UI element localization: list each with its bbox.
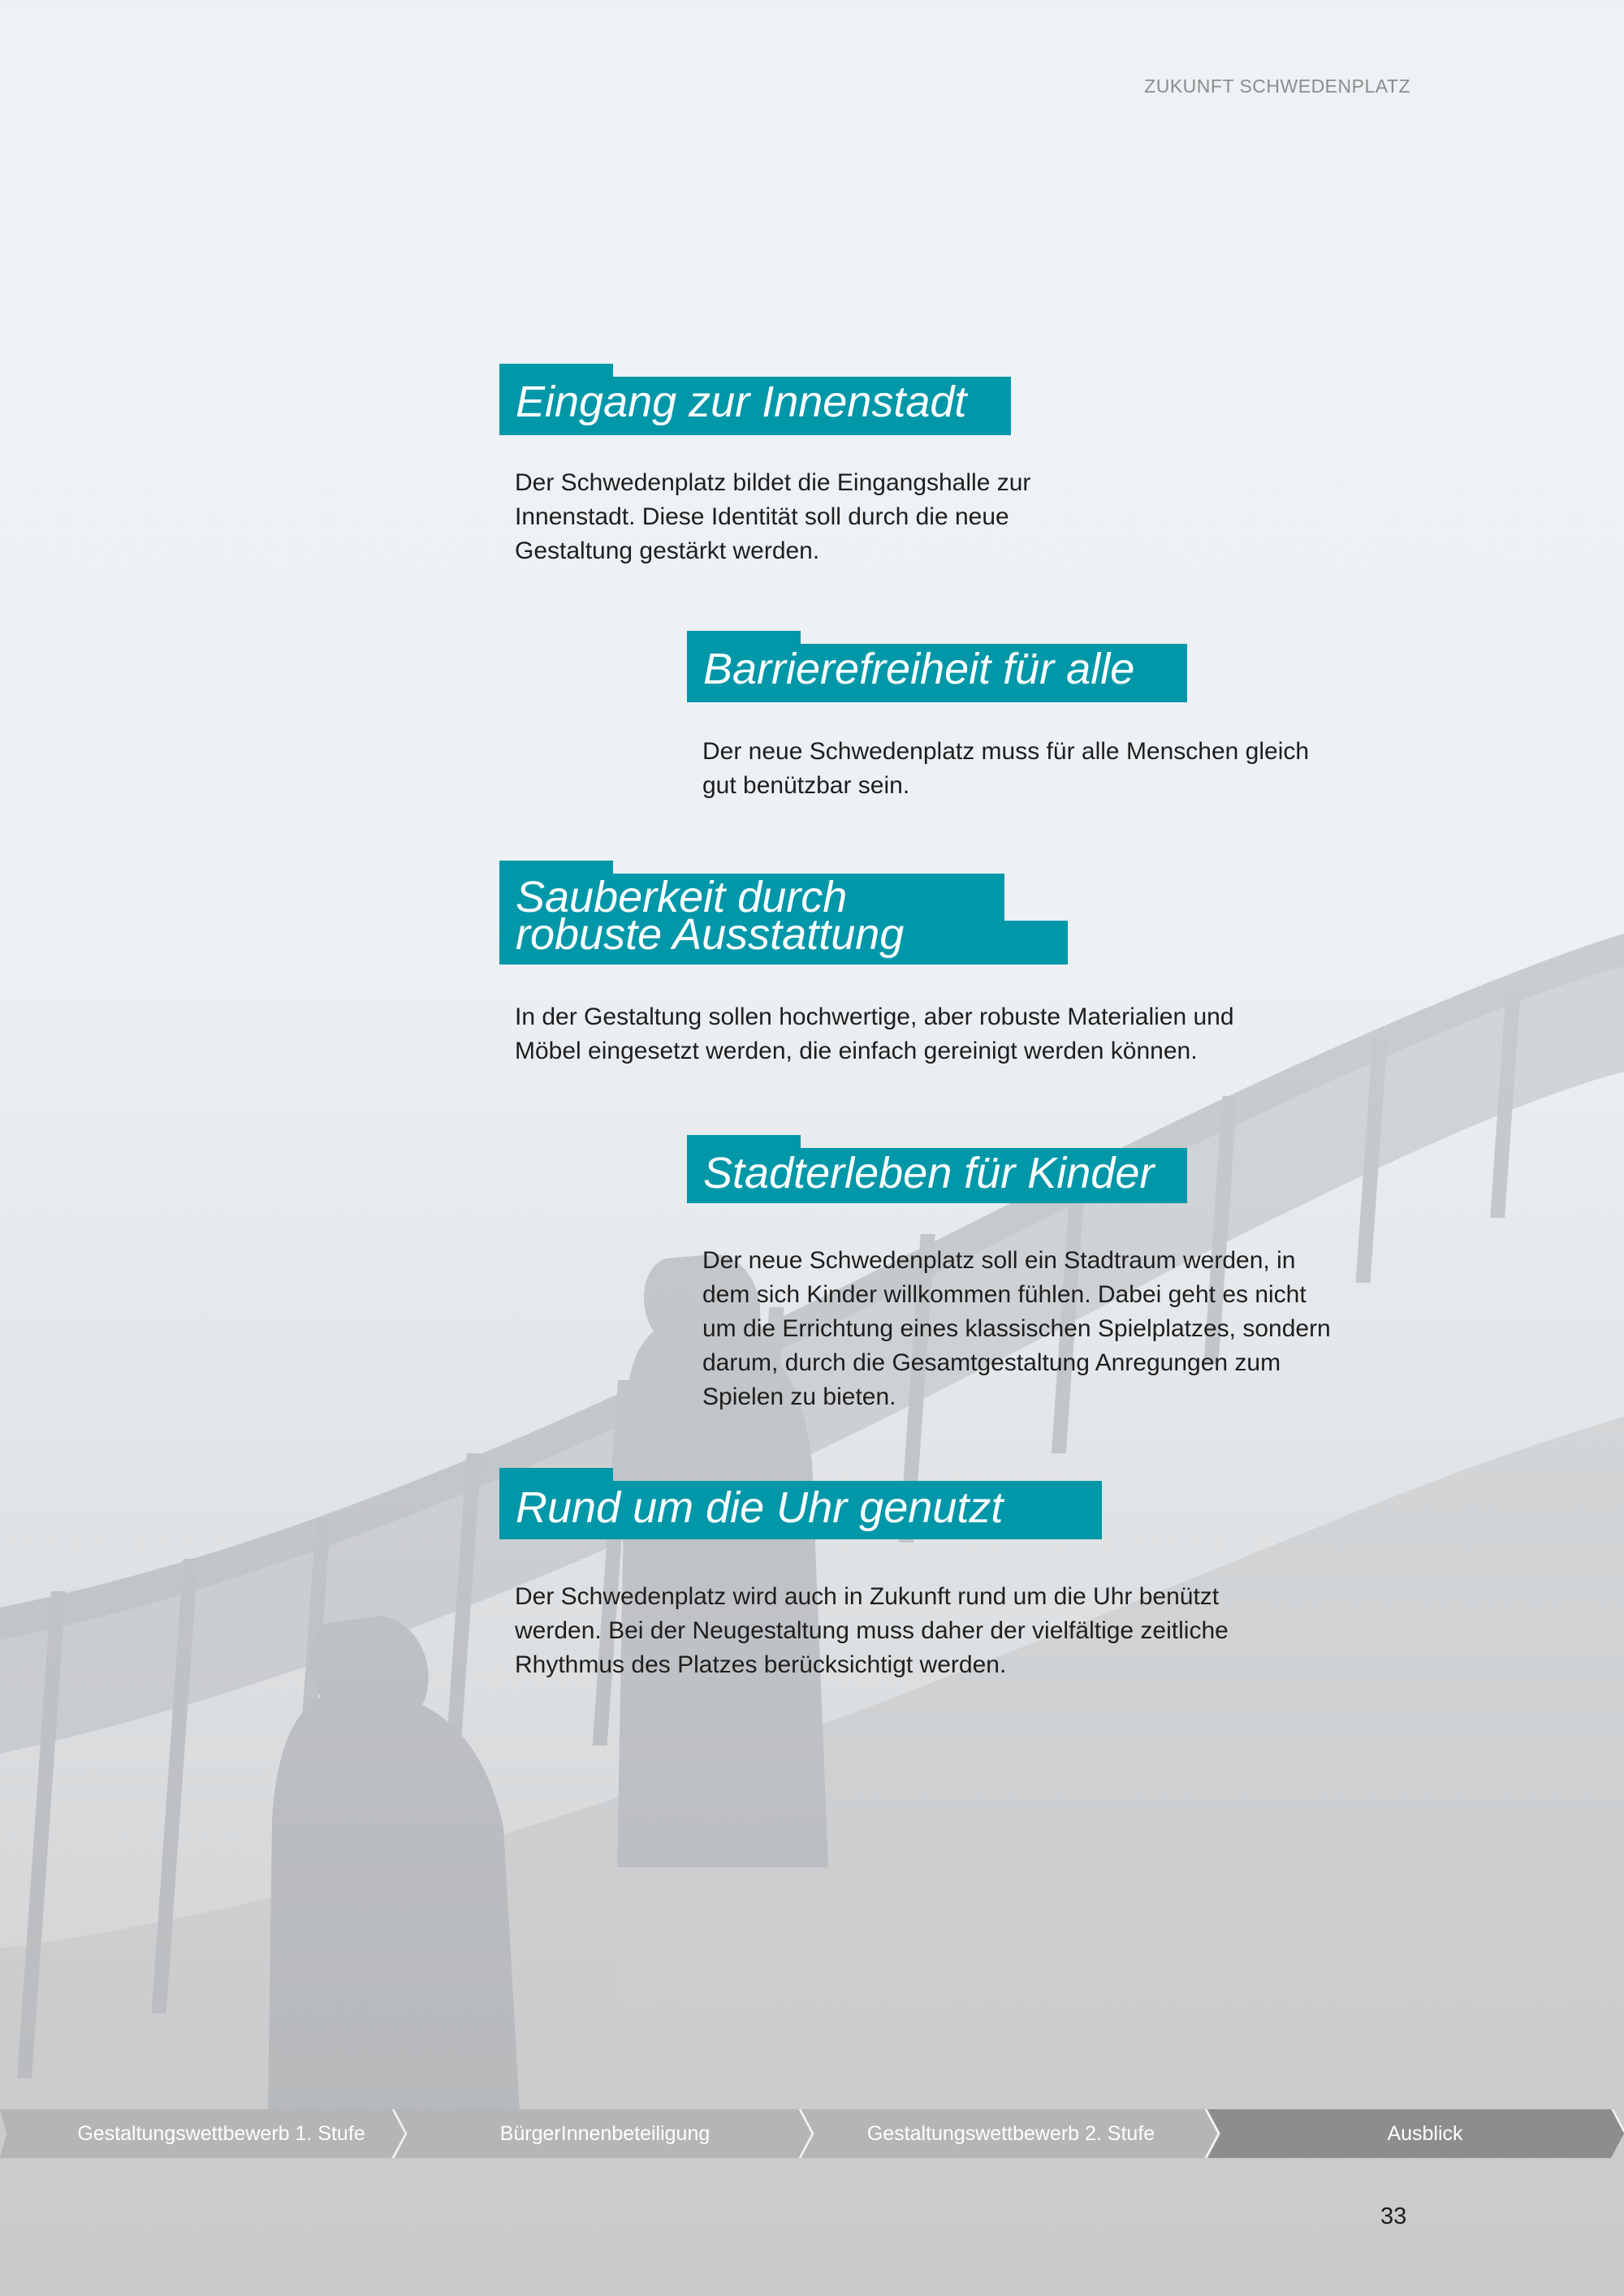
section-kinder — [687, 1135, 1337, 1410]
section-sauberkeit — [499, 861, 1311, 1064]
section-title: Rund um die Uhr genutzt — [516, 1483, 1004, 1532]
section-title: Stadterleben für Kinder — [703, 1149, 1155, 1198]
section-title-line: Sauberkeit durch — [516, 873, 848, 921]
section-body: In der Gestaltung sollen hochwertige, aber robuste Materialien und Möbel eingesetzt werden, die einfach gereinigt werden können. — [515, 1003, 1234, 1064]
section-barrierefreiheit — [687, 631, 1337, 799]
nav-step-3[interactable]: Gestaltungswettbewerb 2. Stufe — [866, 2122, 1155, 2145]
section-heading-block — [687, 631, 1337, 702]
running-head: ZUKUNFT SCHWEDENPLATZ — [1144, 76, 1410, 97]
section-body: Der Schwedenplatz bildet die Eingangshalle zur Innenstadt. Diese Identität soll durch die neue Gestaltung gestärkt werden. — [515, 469, 1031, 564]
section-body: Der neue Schwedenplatz muss für alle Menschen gleich gut benützbar sein. — [702, 738, 1310, 799]
section-title-line: robuste Ausstattung — [516, 910, 905, 959]
process-step-bar — [0, 2109, 1624, 2158]
nav-step-2[interactable]: BürgerInnenbeteiligung — [499, 2122, 710, 2145]
section-rund-um-die-uhr — [499, 1468, 1311, 1678]
section-title — [499, 861, 1311, 959]
section-heading-block — [687, 1135, 1337, 1205]
section-heading-block — [499, 861, 1311, 966]
section-heading-block — [499, 364, 1068, 435]
section-body: Der neue Schwedenplatz soll ein Stadtraum werden, in dem sich Kinder willkommen fühlen. Dabei geht es nicht um die Errichtung eines klassischen Spielplatzes, sondern darum, durch die Gesamtgestaltung Anregungen zum Spielen zu bieten. — [702, 1247, 1331, 1410]
nav-step-4-active[interactable]: Ausblick — [1387, 2122, 1463, 2145]
nav-step-1[interactable]: Gestaltungswettbewerb 1. Stufe — [77, 2122, 365, 2145]
section-body: Der Schwedenplatz wird auch in Zukunft rund um die Uhr benützt werden. Bei der Neugestaltung muss daher der vielfältige zeitliche Rhythmus des Platzes berücksichtigt werden. — [515, 1583, 1229, 1678]
section-eingang — [499, 364, 1068, 564]
page-number: 33 — [1380, 2203, 1407, 2229]
section-title: Barrierefreiheit für alle — [703, 645, 1135, 693]
section-heading-block — [499, 1468, 1311, 1541]
section-title: Eingang zur Innenstadt — [516, 378, 967, 426]
